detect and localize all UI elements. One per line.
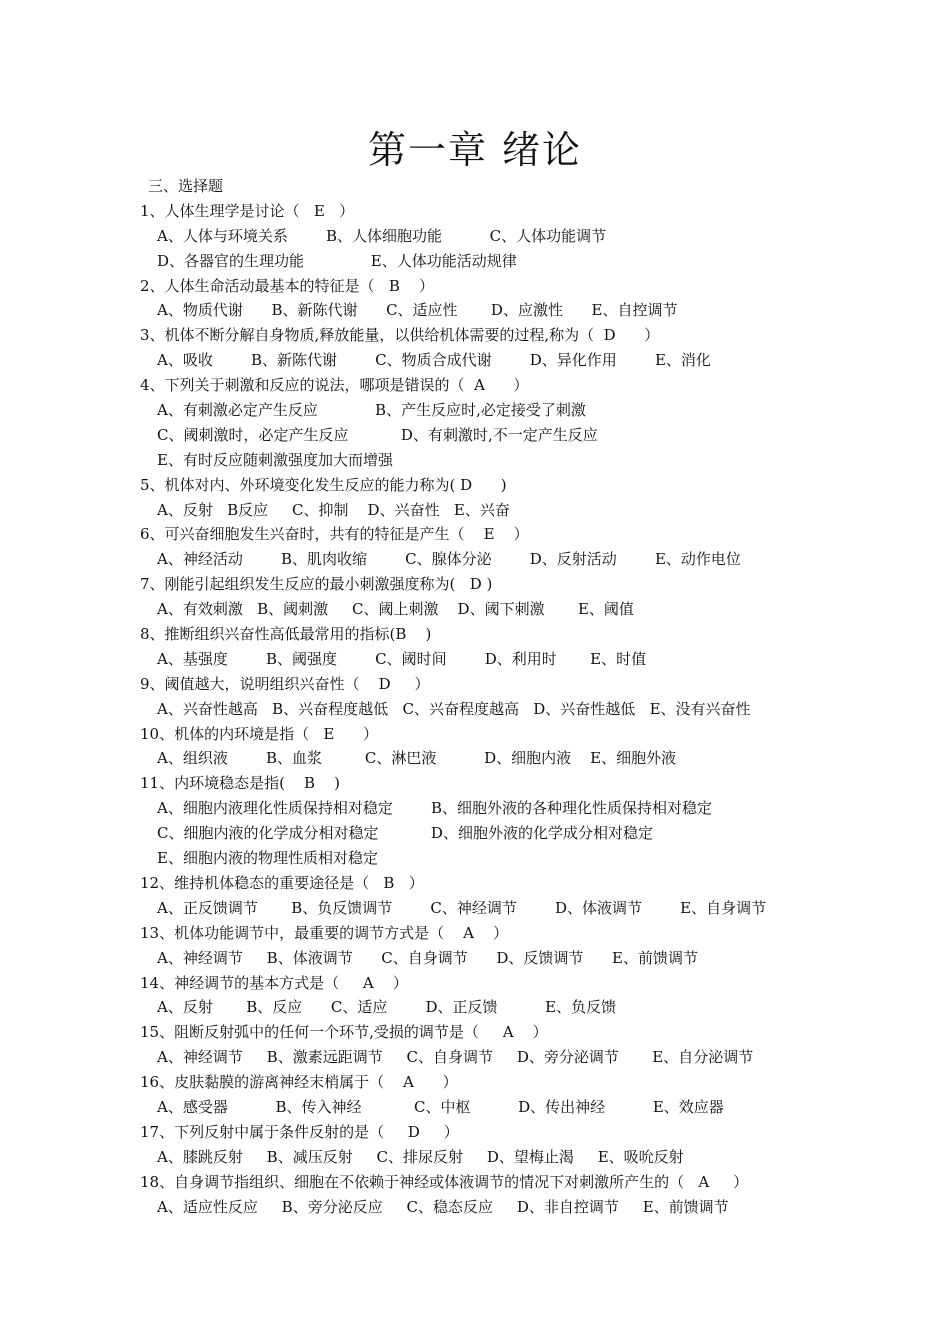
answer-options: A、膝跳反射 B、减压反射 C、排尿反射 D、望梅止渴 E、吸吮反射: [157, 1147, 684, 1166]
question-stem: 4、下列关于刺激和反应的说法，哪项是错误的（ A ）: [140, 376, 529, 395]
answer-options: A、吸收 B、新陈代谢 C、物质合成代谢 D、异化作用 E、消化: [157, 351, 711, 370]
question-stem: 17、下列反射中属于条件反射的是（ D ）: [140, 1122, 459, 1141]
question-stem: 7、刚能引起组织发生反应的最小刺激强度称为( D ): [140, 575, 493, 594]
answer-options: A、组织液 B、血浆 C、淋巴液 D、细胞内液 E、细胞外液: [157, 749, 677, 768]
answer-options: A、兴奋性越高 B、兴奋程度越低 C、兴奋程度越高 D、兴奋性越低 E、没有兴奋性: [157, 699, 751, 718]
answer-options: E、有时反应随刺激强度加大而增强: [157, 450, 393, 469]
answer-options: A、神经调节 B、激素远距调节 C、自身调节 D、旁分泌调节 E、自分泌调节: [157, 1048, 754, 1067]
page-title: 第一章 绪论: [367, 128, 583, 172]
answer-options: A、反射 B、反应 C、适应 D、正反馈 E、负反馈: [157, 998, 617, 1017]
question-stem: 8、推断组织兴奋性高低最常用的指标(B ): [140, 625, 432, 644]
answer-options: A、物质代谢 B、新陈代谢 C、适应性 D、应激性 E、自控调节: [157, 301, 678, 320]
answer-options: A、人体与环境关系 B、人体细胞功能 C、人体功能调节: [157, 226, 607, 245]
question-stem: 11、内环境稳态是指( B ): [140, 774, 340, 793]
answer-options: A、正反馈调节 B、负反馈调节 C、神经调节 D、体液调节 E、自身调节: [157, 898, 767, 917]
question-stem: 15、阻断反射弧中的任何一个环节,受损的调节是（ A ）: [140, 1023, 548, 1042]
question-stem: 16、皮肤黏膜的游离神经末梢属于（ A ）: [140, 1073, 458, 1092]
answer-options: A、神经调节 B、体液调节 C、自身调节 D、反馈调节 E、前馈调节: [157, 948, 698, 967]
question-list: [140, 174, 860, 1219]
question-stem: 9、阈值越大，说明组织兴奋性（ D ）: [140, 674, 430, 693]
question-stem: 5、机体对内、外环境变化发生反应的能力称为( D ): [140, 475, 507, 494]
answer-options: A、有效刺激 B、阈刺激 C、阈上刺激 D、阈下刺激 E、阈值: [157, 600, 634, 619]
answer-options: A、神经活动 B、肌肉收缩 C、腺体分泌 D、反射活动 E、动作电位: [157, 550, 741, 569]
question-stem: 6、可兴奋细胞发生兴奋时，共有的特征是产生（ E ）: [140, 525, 529, 544]
question-stem: 3、机体不断分解自身物质,释放能量，以供给机体需要的过程,称为（ D ）: [140, 326, 660, 345]
answer-options: C、阈刺激时，必定产生反应 D、有刺激时,不一定产生反应: [157, 425, 598, 444]
question-stem: 1、人体生理学是讨论（ E ）: [140, 201, 355, 220]
question-stem: 13、机体功能调节中，最重要的调节方式是（ A ）: [140, 923, 509, 942]
answer-options: E、细胞内液的物理性质相对稳定: [157, 849, 378, 868]
section-heading: 三、选择题: [148, 177, 224, 195]
question-stem: 2、人体生命活动最基本的特征是（ B ）: [140, 276, 434, 295]
question-stem: 14、神经调节的基本方式是（ A ）: [140, 973, 408, 992]
answer-options: A、反射 B反应 C、抑制 D、兴奋性 E、兴奋: [157, 500, 510, 519]
answer-options: D、各器官的生理功能 E、人体功能活动规律: [157, 251, 517, 270]
answer-options: A、基强度 B、阈强度 C、阈时间 D、利用时 E、时值: [157, 649, 647, 668]
question-stem: 10、机体的内环境是指（ E ）: [140, 724, 378, 743]
question-stem: 18、自身调节指组织、细胞在不依赖于神经或体液调节的情况下对刺激所产生的（ A ）: [140, 1172, 749, 1191]
answer-options: A、适应性反应 B、旁分泌反应 C、稳态反应 D、非自控调节 E、前馈调节: [157, 1197, 729, 1216]
answer-options: A、感受器 B、传入神经 C、中枢 D、传出神经 E、效应器: [157, 1097, 724, 1116]
question-stem: 12、维持机体稳态的重要途径是（ B ）: [140, 873, 424, 892]
answer-options: C、细胞内液的化学成分相对稳定 D、细胞外液的化学成分相对稳定: [157, 824, 653, 843]
answer-options: A、有刺激必定产生反应 B、产生反应时,必定接受了刺激: [157, 401, 586, 420]
answer-options: A、细胞内液理化性质保持相对稳定 B、细胞外液的各种理化性质保持相对稳定: [157, 799, 713, 818]
